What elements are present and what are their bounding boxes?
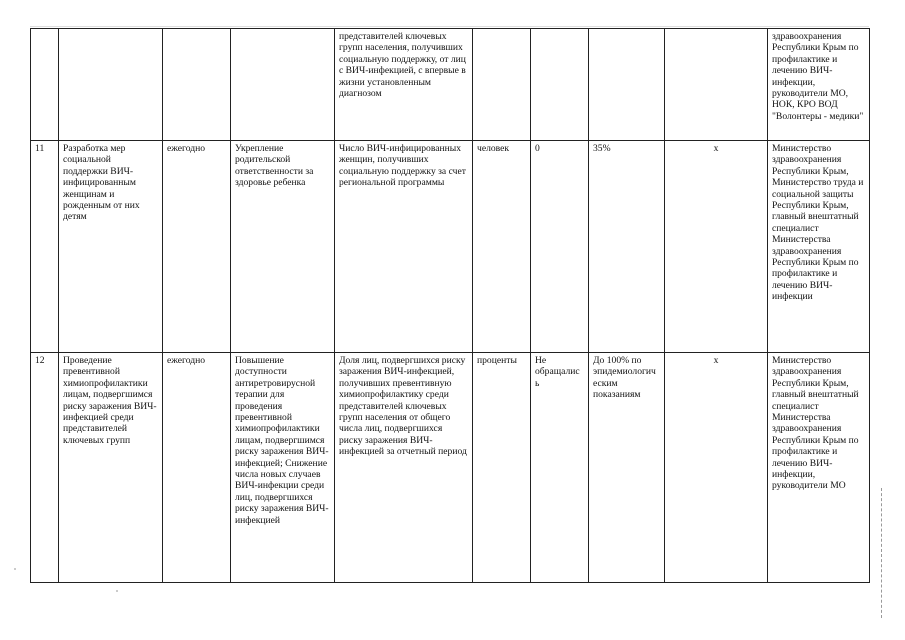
cell-result: Укрепление родительской ответственности за здоровье ребенка [231, 141, 335, 353]
cell-indicator: Число ВИЧ-инфицированных женщин, получивших социальную поддержку за счет региональной программы [335, 141, 473, 353]
cell-measure [59, 29, 163, 141]
cell-unit [473, 29, 531, 141]
cell-extra: x [665, 353, 768, 583]
cell-deadline: ежегодно [163, 353, 231, 583]
cell-base-value [531, 29, 589, 141]
cell-base-value: 0 [531, 141, 589, 353]
cell-measure: Разработка мер социальной поддержки ВИЧ-инфицированным женщинам и рожденным от них детям [59, 141, 163, 353]
cell-result: Повышение доступности антиретровирусной терапии для проведения превентивной химиопрофилактики лицам, подвергшимся риску заражения ВИЧ-инфекцией; Снижение числа новых случаев ВИЧ-инфекции среди лиц, подвергшихся риску заражения ВИЧ-инфекцией [231, 353, 335, 583]
cell-target-value: 35% [589, 141, 665, 353]
cell-unit: проценты [473, 353, 531, 583]
cell-deadline [163, 29, 231, 141]
scan-speck [116, 590, 118, 592]
cell-responsible: Министерство здравоохранения Республики Крым, главный внештатный специалист Министерства здравоохранения Республики Крым по профилактике и лечению ВИЧ-инфекции, руководители МО [768, 353, 870, 583]
cell-target-value: До 100% по эпидемиологическим показаниям [589, 353, 665, 583]
cell-base-value: Не обращались [531, 353, 589, 583]
cell-extra: x [665, 141, 768, 353]
cell-number [31, 29, 59, 141]
cell-result [231, 29, 335, 141]
table-row-11 [31, 141, 870, 353]
cell-indicator: представителей ключевых групп населения, получивших социальную поддержку, от лиц с ВИЧ-инфекцией, с впервые в жизни установленным диагнозом [335, 29, 473, 141]
cell-target-value [589, 29, 665, 141]
cell-number: 12 [31, 353, 59, 583]
table-row-12 [31, 353, 870, 583]
cell-number: 11 [31, 141, 59, 353]
cell-extra [665, 29, 768, 141]
cell-measure: Проведение превентивной химиопрофилактики лицам, подвергшимся риску заражения ВИЧ-инфекцией среди представителей ключевых групп [59, 353, 163, 583]
table-row-continued [31, 29, 870, 141]
scan-artifact-line [881, 488, 883, 618]
cell-indicator: Доля лиц, подвергшихся риску заражения ВИЧ-инфекцией, получивших превентивную химиопрофилактику среди представителей ключевых групп населения от общего числа лиц, подвергшихся риску заражения ВИЧ-инфекцией за отчетный период [335, 353, 473, 583]
cell-responsible: Министерство здравоохранения Республики Крым, Министерство труда и социальной защиты Республики Крым, главный внештатный специалист Министерства здравоохранения Республики Крым по профилактике и лечению ВИЧ-инфекции [768, 141, 870, 353]
measures-table [30, 28, 870, 583]
cell-unit: человек [473, 141, 531, 353]
cell-responsible: здравоохранения Республики Крым по профилактике и лечению ВИЧ-инфекции, руководители МО, НОК, КРО ВОД "Волонтеры - медики" [768, 29, 870, 141]
scan-speck [14, 568, 16, 570]
scan-edge-top [30, 26, 869, 27]
cell-deadline: ежегодно [163, 141, 231, 353]
